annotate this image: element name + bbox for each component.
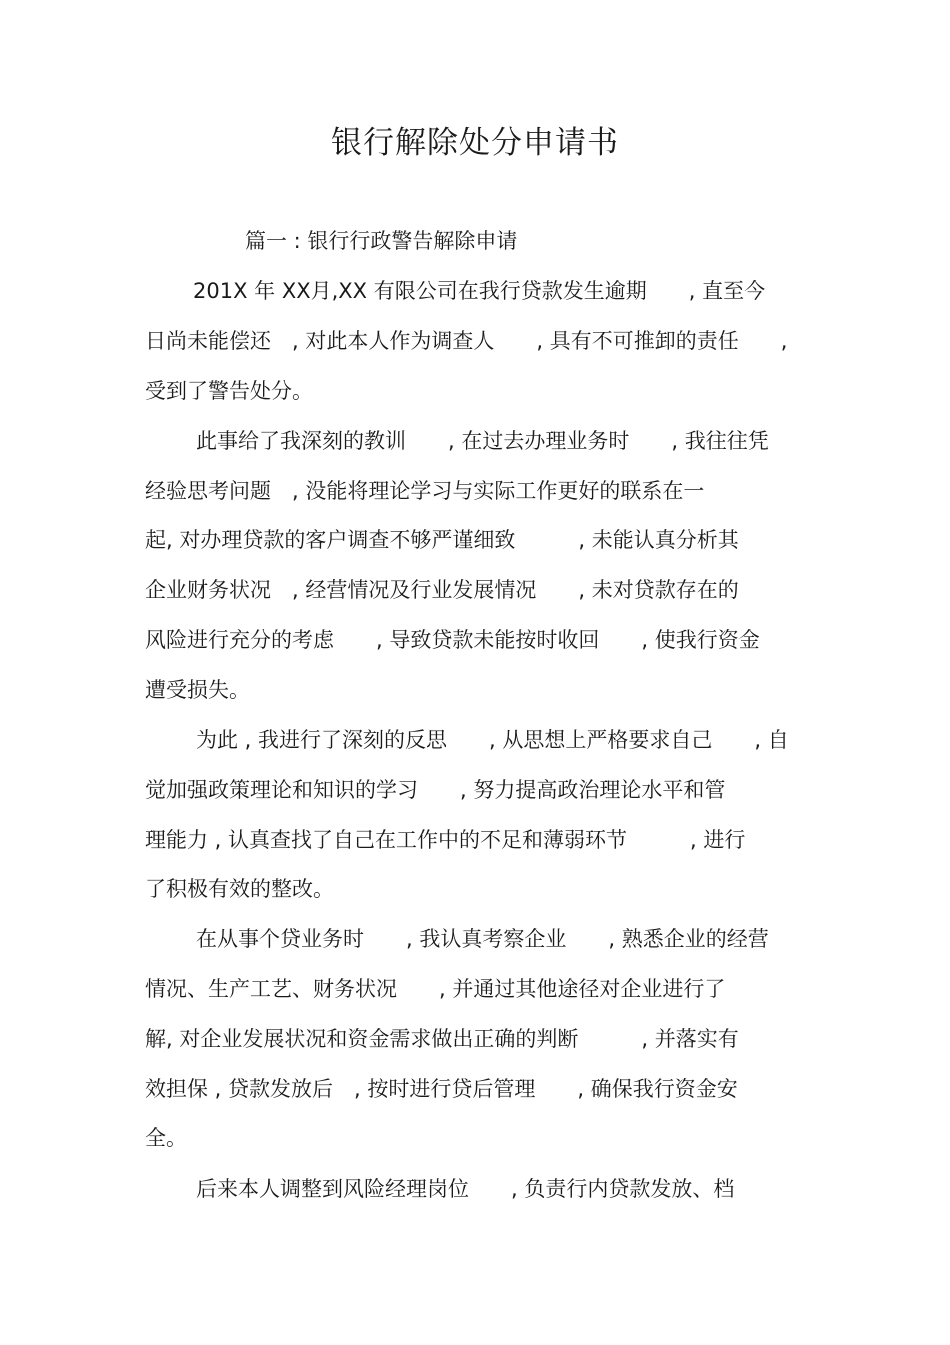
body-line: 了积极有效的整改。 <box>145 877 334 901</box>
body-line: 后来本人调整到风险经理岗位 , 负责行内贷款发放、档 <box>196 1177 735 1201</box>
body-line: 为此 , 我进行了深刻的反思 , 从思想上严格要求自己 , 自 <box>196 728 789 752</box>
body-line: 风险进行充分的考虑 , 导致贷款未能按时收回 , 使我行资金 <box>145 628 760 652</box>
body-line: 受到了警告处分。 <box>145 379 313 403</box>
body-line: 此事给了我深刻的教训 , 在过去办理业务时 , 我往往凭 <box>196 429 769 453</box>
section-heading: 篇一 : 银行行政警告解除申请 <box>245 229 518 253</box>
body-line: 效担保 , 贷款发放后 , 按时进行贷后管理 , 确保我行资金安 <box>145 1077 738 1101</box>
body-line: 日尚未能偿还 , 对此本人作为调查人 , 具有不可推卸的责任 , <box>145 329 788 353</box>
body-line: 全。 <box>145 1126 187 1150</box>
body-line: 在从事个贷业务时 , 我认真考察企业 , 熟悉企业的经营 <box>196 927 769 951</box>
body-line: 情况、生产工艺、财务状况 , 并通过其他途径对企业进行了 <box>145 977 726 1001</box>
body-line: 经验思考问题 , 没能将理论学习与实际工作更好的联系在一 <box>145 479 705 503</box>
body-line: 起, 对办理贷款的客户调查不够严谨细致 , 未能认真分析其 <box>145 528 739 552</box>
body-line: 解, 对企业发展状况和资金需求做出正确的判断 , 并落实有 <box>145 1027 739 1051</box>
document-title: 银行解除处分申请书 <box>331 125 619 161</box>
body-line: 理能力 , 认真查找了自己在工作中的不足和薄弱环节 , 进行 <box>145 828 746 852</box>
body-line: 觉加强政策理论和知识的学习 , 努力提高政治理论水平和管 <box>145 778 726 802</box>
body-line: 201X 年 XX月,XX 有限公司在我行贷款发生逾期 , 直至今 <box>193 279 766 303</box>
body-line: 企业财务状况 , 经营情况及行业发展情况 , 未对贷款存在的 <box>145 578 739 602</box>
body-line: 遭受损失。 <box>145 678 250 702</box>
